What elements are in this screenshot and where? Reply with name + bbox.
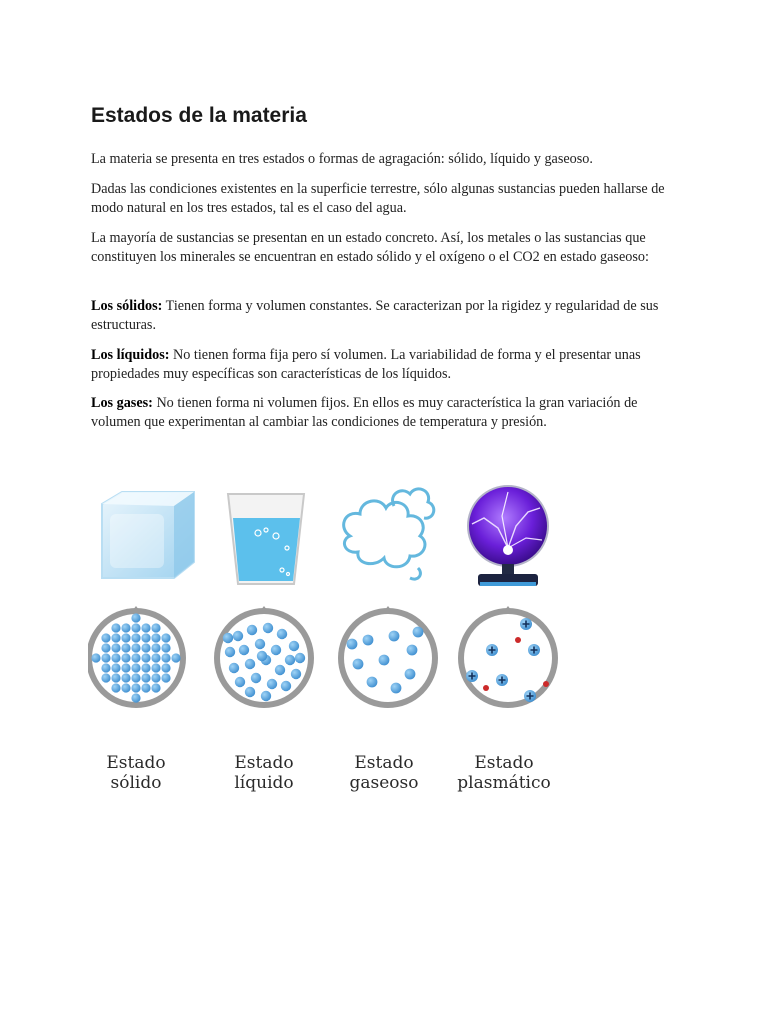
label-solid-line1: Estado <box>106 753 166 773</box>
liquid-particle <box>245 687 255 697</box>
liquid-particle <box>271 645 281 655</box>
gas-particle <box>347 639 358 650</box>
gas-particle <box>363 635 374 646</box>
solid-particle <box>111 633 120 642</box>
solid-particle <box>121 663 130 672</box>
solid-particle <box>161 633 170 642</box>
solid-particle <box>151 663 160 672</box>
solid-particle <box>131 633 140 642</box>
solid-particle <box>151 673 160 682</box>
gases-term: Los gases: <box>91 395 153 411</box>
gas-particle <box>389 631 400 642</box>
liquid-particle <box>229 663 239 673</box>
solid-particle <box>141 683 150 692</box>
solid-particle <box>141 663 150 672</box>
solid-particle <box>151 683 160 692</box>
liquid-particle <box>255 639 265 649</box>
label-plasma-line2: plasmático <box>457 773 551 793</box>
electron-particle <box>515 637 521 643</box>
solid-particle <box>161 663 170 672</box>
liquid-particle <box>275 665 285 675</box>
liquid-particle <box>289 641 299 651</box>
plasma-ball-icon <box>468 486 548 586</box>
ice-cube-icon <box>102 492 194 578</box>
solid-particle <box>131 653 140 662</box>
label-liquid-line1: Estado <box>234 753 294 773</box>
solid-particle <box>101 643 110 652</box>
solid-particle <box>151 623 160 632</box>
solid-particle <box>121 623 130 632</box>
solid-particle <box>161 673 170 682</box>
gases-definition <box>91 394 681 432</box>
solid-particle <box>161 653 170 662</box>
solid-particle <box>111 683 120 692</box>
solid-particle <box>101 663 110 672</box>
electron-particle <box>483 685 489 691</box>
gas-particle <box>367 677 378 688</box>
solid-particle <box>161 643 170 652</box>
label-solid-line2: sólido <box>110 773 162 793</box>
earth-conditions-paragraph: Dadas las condiciones existentes en la superficie terrestre, sólo algunas sustancias pueden hallarse de modo natural en los tres estados, tal es el caso del agua. <box>91 181 665 216</box>
liquid-particle <box>277 629 287 639</box>
liquid-particle <box>239 645 249 655</box>
solid-particle <box>121 673 130 682</box>
liquid-particle <box>235 677 245 687</box>
label-liquid-line2: líquido <box>234 773 294 793</box>
solid-particle <box>111 673 120 682</box>
label-gas-line2: gaseoso <box>349 773 419 793</box>
liquid-particle <box>251 673 261 683</box>
solid-particle <box>111 663 120 672</box>
solid-particle <box>171 653 180 662</box>
solid-particle <box>101 673 110 682</box>
solid-particle <box>131 673 140 682</box>
liquid-particle <box>295 653 305 663</box>
droplet-solid <box>88 606 186 708</box>
solids-text: Tienen forma y volumen constantes. Se caracterizan por la rigidez y regularidad de sus estructuras. <box>91 298 659 333</box>
solid-particle <box>141 623 150 632</box>
solid-particle <box>141 633 150 642</box>
solid-particle <box>121 683 130 692</box>
label-plasma <box>444 753 564 793</box>
liquid-particle <box>263 623 273 633</box>
liquids-text: No tienen forma fija pero sí volumen. La variabilidad de forma y el presentar unas propiedades muy específicas son características de los líquidos. <box>91 347 641 382</box>
liquids-definition <box>91 346 681 384</box>
solid-particle <box>111 653 120 662</box>
label-liquid <box>204 753 324 793</box>
liquid-particle <box>285 655 295 665</box>
liquid-particle <box>223 633 233 643</box>
liquid-particle <box>245 659 255 669</box>
steam-cloud-icon <box>344 489 434 579</box>
solid-particle <box>111 643 120 652</box>
liquid-particle <box>233 631 243 641</box>
solid-particle <box>131 693 140 702</box>
label-solid <box>76 753 196 793</box>
solid-particle <box>121 653 130 662</box>
solid-particle <box>131 643 140 652</box>
gas-particle <box>413 627 424 638</box>
solid-particle <box>131 663 140 672</box>
label-plasma-line1: Estado <box>474 753 534 773</box>
solid-particle <box>141 653 150 662</box>
solid-particle <box>131 623 140 632</box>
solids-definition <box>91 297 681 335</box>
solid-particle <box>151 653 160 662</box>
droplet-liquid <box>214 606 314 708</box>
solid-particle <box>101 653 110 662</box>
gas-particle <box>391 683 402 694</box>
electron-particle <box>543 681 549 687</box>
label-gas <box>324 753 444 793</box>
liquid-particle <box>225 647 235 657</box>
gas-particle <box>379 655 390 666</box>
liquid-particle <box>261 691 271 701</box>
liquid-particle <box>257 651 267 661</box>
water-glass-icon <box>228 494 304 584</box>
liquid-particle <box>291 669 301 679</box>
solid-particle <box>91 653 100 662</box>
solid-particle <box>121 643 130 652</box>
liquid-particle <box>267 679 277 689</box>
solid-particle <box>141 643 150 652</box>
page-title: Estados de la materia <box>91 104 307 127</box>
solids-term: Los sólidos: <box>91 298 163 314</box>
solid-particle <box>141 673 150 682</box>
concrete-state-paragraph: La mayoría de sustancias se presentan en un estado concreto. Así, los metales o las sustancias que constituyen los minerales se encuentran en estado sólido y el oxígeno o el CO2 en estado gaseoso: <box>91 230 649 265</box>
states-of-matter-figure <box>88 478 568 808</box>
solid-particle <box>151 633 160 642</box>
droplet-gas <box>338 606 438 708</box>
gas-particle <box>353 659 364 670</box>
label-gas-line1: Estado <box>354 753 414 773</box>
droplet-plasma <box>458 606 558 708</box>
liquid-particle <box>247 625 257 635</box>
solid-particle <box>101 633 110 642</box>
gas-particle <box>405 669 416 680</box>
gases-text: No tienen forma ni volumen fijos. En ellos es muy característica la gran variación de volumen que experimentan al cambiar las condiciones de temperatura y presión. <box>91 395 638 430</box>
liquids-term: Los líquidos: <box>91 347 170 363</box>
solid-particle <box>131 613 140 622</box>
solid-particle <box>111 623 120 632</box>
intro-paragraph: La materia se presenta en tres estados o formas de agragación: sólido, líquido y gaseoso. <box>91 151 593 167</box>
solid-particle <box>131 683 140 692</box>
gas-particle <box>407 645 418 656</box>
liquid-particle <box>281 681 291 691</box>
solid-particle <box>151 643 160 652</box>
solid-particle <box>121 633 130 642</box>
